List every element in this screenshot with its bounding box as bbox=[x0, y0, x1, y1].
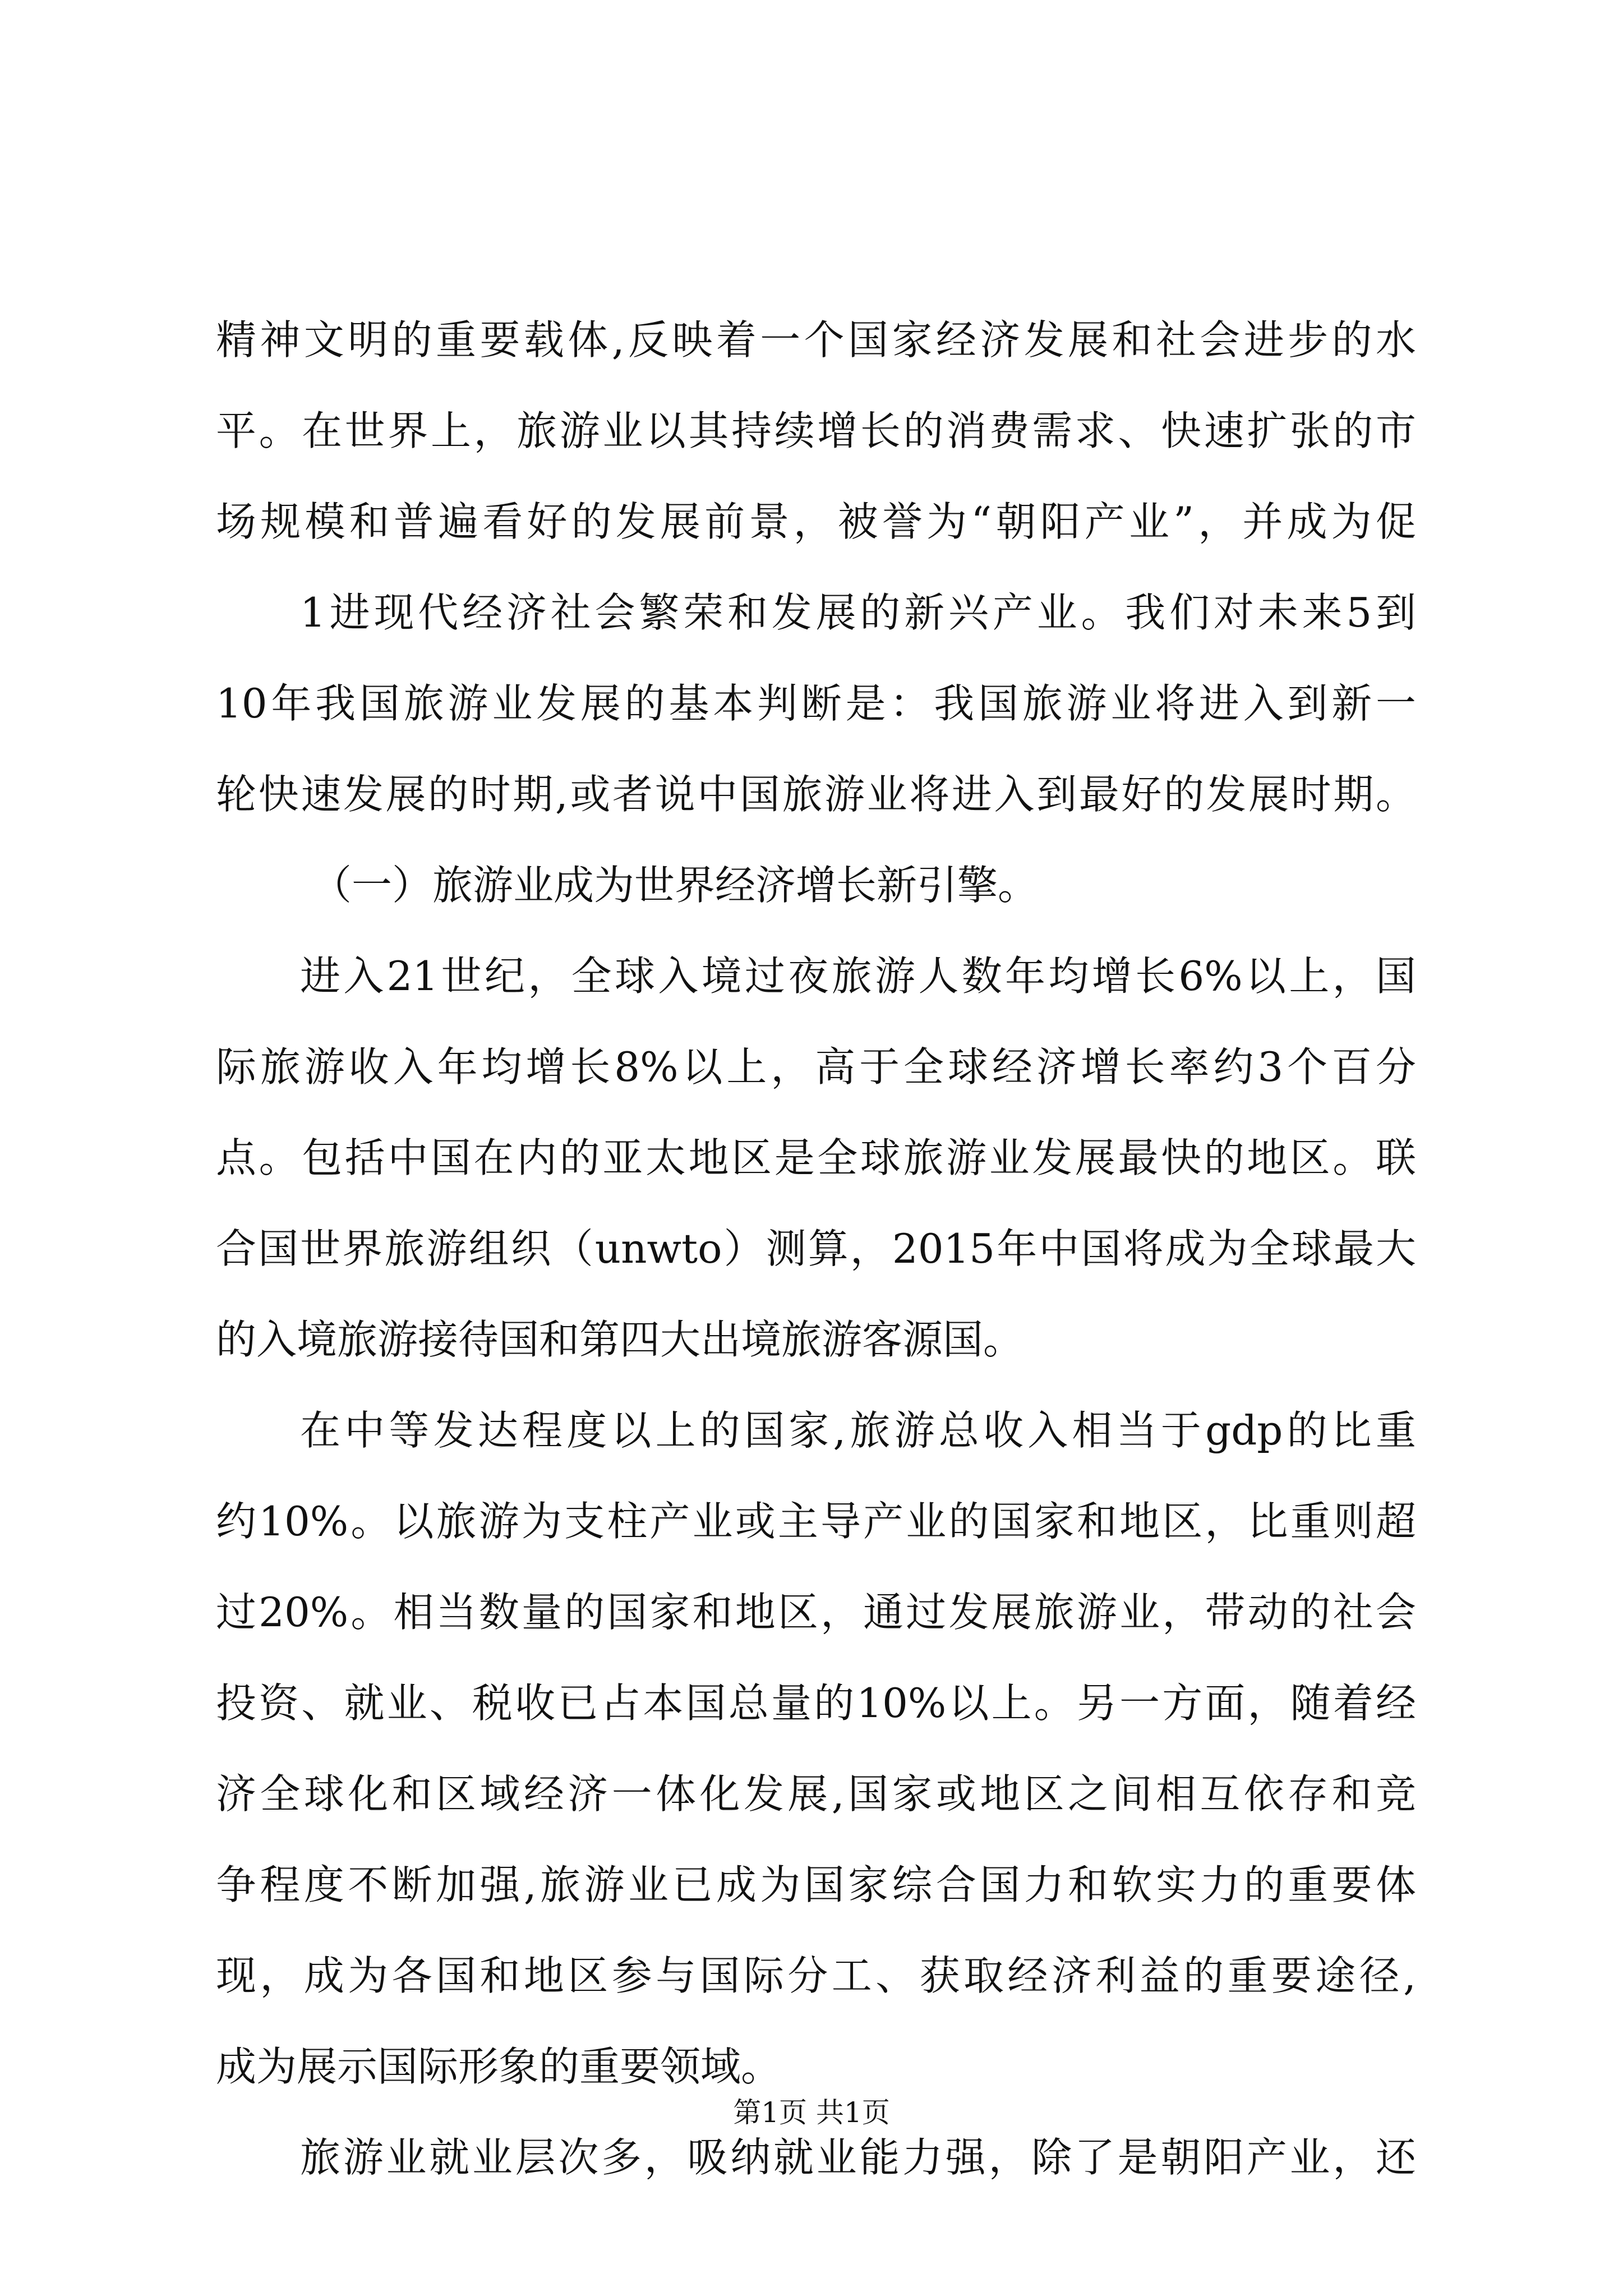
text-line: 进入21世纪，全球入境过夜旅游人数年均增长6%以上，国 bbox=[300, 953, 1416, 1000]
text-line: 点。包括中国在内的亚太地区是全球旅游业发展最快的地区。联 bbox=[216, 1134, 1416, 1181]
text-line: 旅游业就业层次多，吸纳就业能力强，除了是朝阳产业，还 bbox=[300, 2134, 1416, 2181]
text-line: 投资、就业、税收已占本国总量的10%以上。另一方面，随着经 bbox=[216, 1680, 1416, 1727]
text-line: 平。在世界上，旅游业以其持续增长的消费需求、快速扩张的市 bbox=[216, 407, 1416, 454]
page-number-footer: 第1页 共1页 bbox=[733, 2096, 890, 2129]
text-line: 精神文明的重要载体,反映着一个国家经济发展和社会进步的水 bbox=[216, 316, 1416, 364]
text-line: 场规模和普遍看好的发展前景，被誉为“朝阳产业”，并成为促 bbox=[216, 498, 1416, 545]
text-line: 过20%。相当数量的国家和地区，通过发展旅游业，带动的社会 bbox=[216, 1589, 1416, 1636]
text-line: 约10%。以旅游为支柱产业或主导产业的国家和地区，比重则超 bbox=[216, 1498, 1416, 1545]
text-line: 济全球化和区域经济一体化发展,国家或地区之间相互依存和竞 bbox=[216, 1770, 1416, 1818]
text-line: 在中等发达程度以上的国家,旅游总收入相当于gdp的比重 bbox=[300, 1407, 1416, 1454]
document-body bbox=[216, 295, 1416, 2203]
section-heading: （一）旅游业成为世界经济增长新引擎。 bbox=[311, 862, 1039, 909]
text-line: 合国世界旅游组织（unwto）测算，2015年中国将成为全球最大 bbox=[216, 1225, 1416, 1272]
text-line: 的入境旅游接待国和第四大出境旅游客源国。 bbox=[216, 1316, 1024, 1363]
text-line: 际旅游收入年均增长8%以上，高于全球经济增长率约3个百分 bbox=[216, 1043, 1416, 1091]
text-line: 轮快速发展的时期,或者说中国旅游业将进入到最好的发展时期。 bbox=[216, 771, 1416, 818]
text-line: 1进现代经济社会繁荣和发展的新兴产业。我们对未来5到 bbox=[300, 589, 1416, 636]
text-line: 10年我国旅游业发展的基本判断是：我国旅游业将进入到新一 bbox=[216, 680, 1416, 727]
text-line: 争程度不断加强,旅游业已成为国家综合国力和软实力的重要体 bbox=[216, 1861, 1416, 1908]
text-line: 成为展示国际形象的重要领域。 bbox=[216, 2043, 782, 2090]
text-line: 现，成为各国和地区参与国际分工、获取经济利益的重要途径, bbox=[216, 1952, 1416, 1999]
